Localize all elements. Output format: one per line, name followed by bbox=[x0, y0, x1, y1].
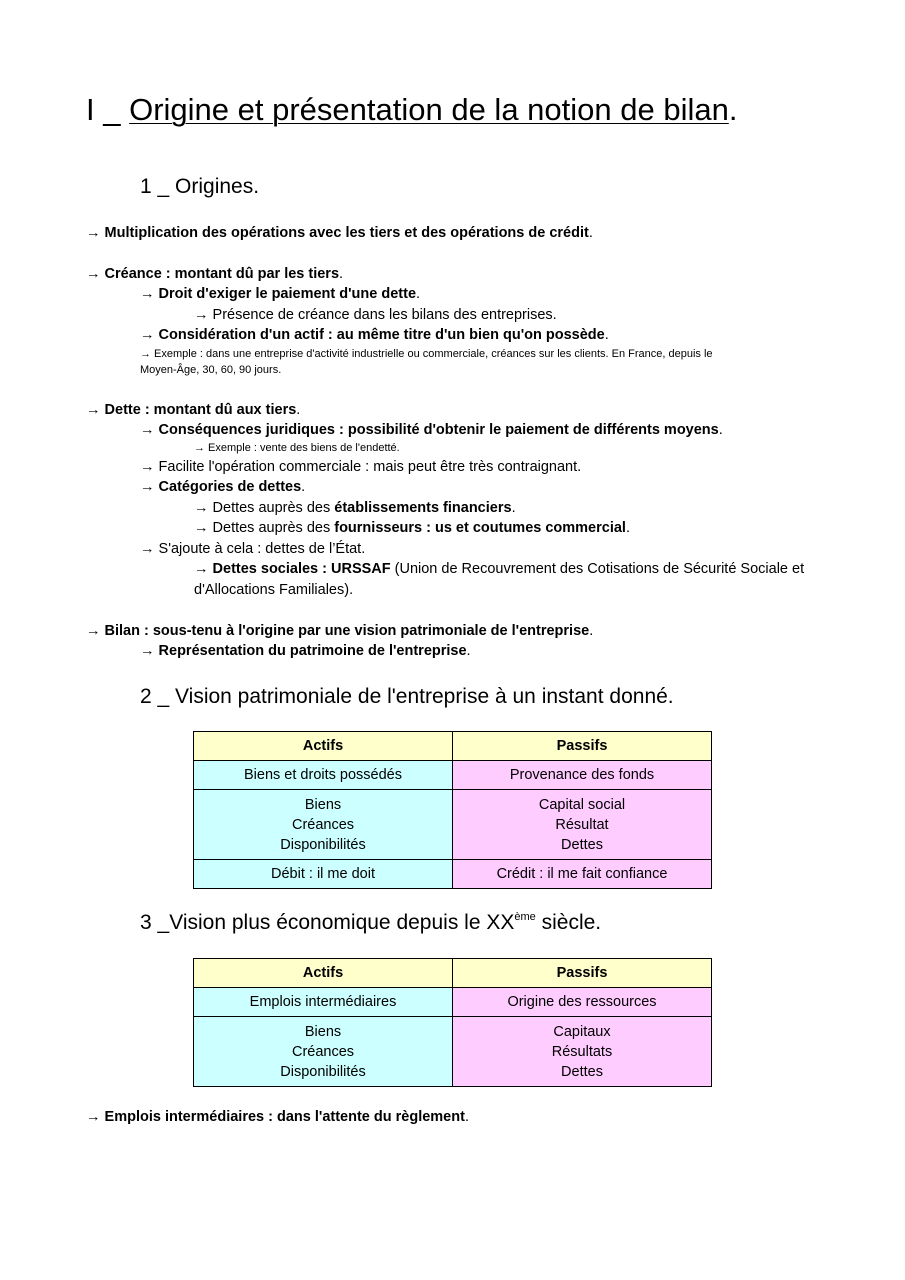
section-3-heading: 3 _Vision plus économique depuis le XXème siècle. bbox=[140, 911, 602, 934]
cell-actif-list: Biens Créances Disponibilités bbox=[194, 790, 453, 860]
header-actifs: Actifs bbox=[194, 959, 453, 988]
cell-actif: Emplois intermédiaires bbox=[194, 988, 453, 1017]
header-passifs: Passifs bbox=[453, 959, 712, 988]
line-exemple-1a: → Exemple : dans une entreprise d'activité industrielle ou commerciale, créances sur les clients. En France, depuis le bbox=[140, 348, 713, 360]
line-facilite: → Facilite l'opération commerciale : mais peut être très contraignant. bbox=[140, 459, 582, 475]
cell-passif: Provenance des fonds bbox=[453, 761, 712, 790]
cell-passif-list: Capitaux Résultats Dettes bbox=[453, 1017, 712, 1087]
line-bilan: → Bilan : sous-tenu à l'origine par une vision patrimoniale de l'entreprise. bbox=[86, 623, 594, 639]
section-2-heading: 2 _ Vision patrimoniale de l'entreprise à un instant donné. bbox=[140, 685, 674, 708]
page-title bbox=[86, 88, 737, 132]
line-dettes-sociales-cont: d'Allocations Familiales). bbox=[194, 582, 354, 598]
table-header-row bbox=[194, 959, 712, 988]
table-row bbox=[194, 860, 712, 889]
line-dettes-financiers: → Dettes auprès des établissements financiers. bbox=[194, 500, 516, 516]
line-dette: → Dette : montant dû aux tiers. bbox=[86, 402, 301, 418]
line-exemple-2: → Exemple : vente des biens de l'endetté. bbox=[194, 442, 400, 454]
line-creance: → Créance : montant dû par les tiers. bbox=[86, 266, 344, 282]
line-representation: → Représentation du patrimoine de l'entreprise. bbox=[140, 643, 471, 659]
line-categories: → Catégories de dettes. bbox=[140, 479, 306, 495]
line-exemple-1b: Moyen-Âge, 30, 60, 90 jours. bbox=[140, 364, 282, 376]
line-emplois: → Emplois intermédiaires : dans l'attente du règlement. bbox=[86, 1109, 469, 1125]
table-row bbox=[194, 761, 712, 790]
line-consequences: → Conséquences juridiques : possibilité d'obtenir le paiement de différents moyens. bbox=[140, 422, 723, 438]
cell-actif-list: Biens Créances Disponibilités bbox=[194, 1017, 453, 1087]
cell-debit: Débit : il me doit bbox=[194, 860, 453, 889]
cell-credit: Crédit : il me fait confiance bbox=[453, 860, 712, 889]
title-main: Origine et présentation de la notion de bilan bbox=[129, 92, 729, 127]
title-suffix: . bbox=[728, 92, 738, 127]
table-row bbox=[194, 988, 712, 1017]
cell-passif: Origine des ressources bbox=[453, 988, 712, 1017]
section-1-heading: 1 _ Origines. bbox=[140, 175, 260, 198]
line-droit: → Droit d'exiger le paiement d'une dette. bbox=[140, 286, 421, 302]
line-sajoute: → S'ajoute à cela : dettes de l’État. bbox=[140, 541, 366, 557]
table-row bbox=[194, 790, 712, 860]
bilan-table-patrimonial bbox=[193, 731, 712, 889]
cell-actif: Biens et droits possédés bbox=[194, 761, 453, 790]
header-passifs: Passifs bbox=[453, 732, 712, 761]
title-prefix: I _ bbox=[86, 92, 130, 127]
line-dettes-fournisseurs: → Dettes auprès des fournisseurs : us et coutumes commercial. bbox=[194, 520, 630, 536]
table-header-row bbox=[194, 732, 712, 761]
line-dettes-sociales: → Dettes sociales : URSSAF (Union de Recouvrement des Cotisations de Sécurité Sociale et bbox=[194, 561, 805, 577]
cell-passif-list: Capital social Résultat Dettes bbox=[453, 790, 712, 860]
table-row bbox=[194, 1017, 712, 1087]
bilan-table-economique bbox=[193, 958, 712, 1087]
line-presence: → Présence de créance dans les bilans des entreprises. bbox=[194, 307, 557, 323]
header-actifs: Actifs bbox=[194, 732, 453, 761]
line-multiplication: → Multiplication des opérations avec les tiers et des opérations de crédit. bbox=[86, 225, 593, 241]
line-consideration: → Considération d'un actif : au même titre d'un bien qu'on possède. bbox=[140, 327, 609, 343]
